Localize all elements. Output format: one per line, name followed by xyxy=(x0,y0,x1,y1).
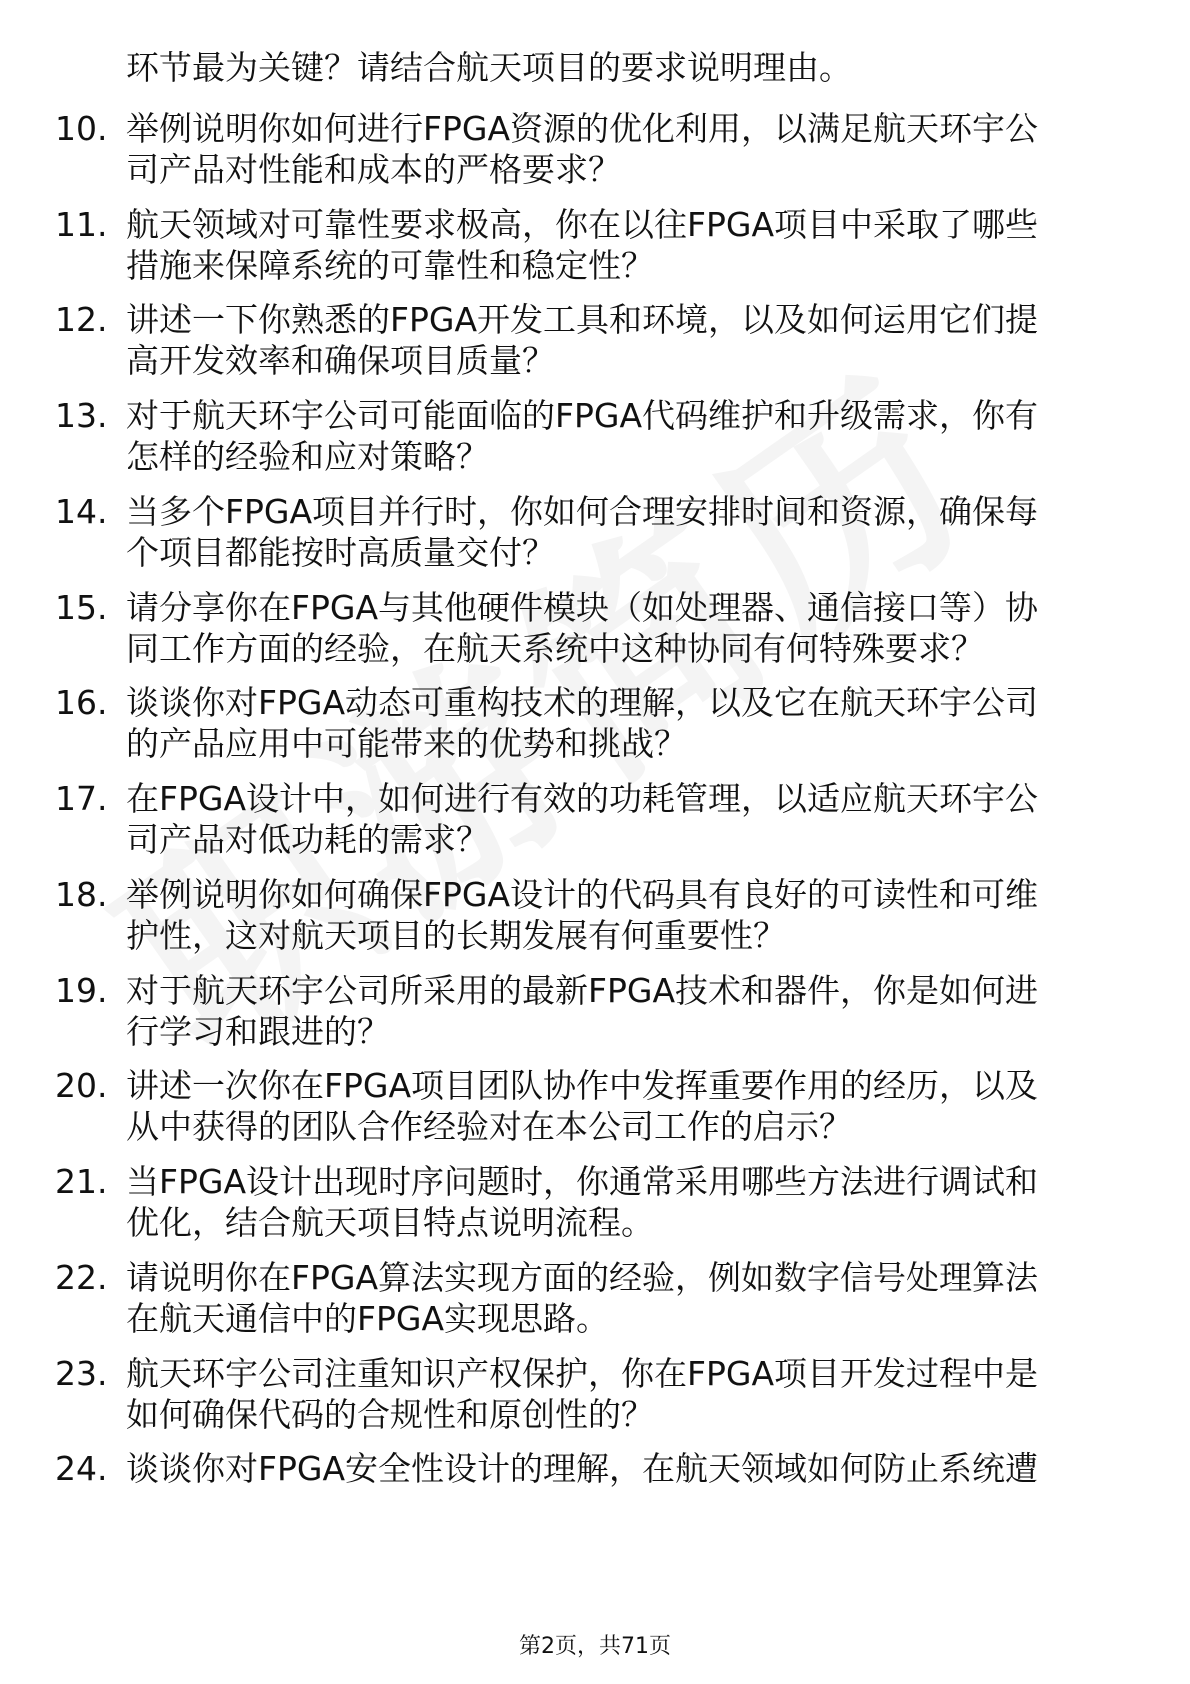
question-number: 17. xyxy=(55,779,108,818)
question-number: 10. xyxy=(55,109,108,148)
question-text-line: 优化，结合航天项目特点说明流程。 xyxy=(126,1203,654,1242)
question-text-line: 当多个FPGA项目并行时，你如何合理安排时间和资源，确保每 xyxy=(126,492,1039,531)
question-number: 14. xyxy=(55,492,108,531)
question-text-line: 在航天通信中的FPGA实现思路。 xyxy=(126,1299,610,1338)
question-number: 13. xyxy=(55,396,108,435)
question-text-line: 对于航天环宇公司可能面临的FPGA代码维护和升级需求，你有 xyxy=(126,396,1039,435)
question-text-line: 怎样的经验和应对策略？ xyxy=(126,437,489,476)
question-text-line: 同工作方面的经验，在航天系统中这种协同有何特殊要求？ xyxy=(126,629,984,668)
question-number: 15. xyxy=(55,588,108,627)
question-number: 21. xyxy=(55,1162,108,1201)
question-text-line: 讲述一次你在FPGA项目团队协作中发挥重要作用的经历，以及 xyxy=(126,1066,1039,1105)
question-text-line: 如何确保代码的合规性和原创性的？ xyxy=(126,1395,654,1434)
question-number: 16. xyxy=(55,683,108,722)
question-text-line: 当FPGA设计出现时序问题时，你通常采用哪些方法进行调试和 xyxy=(126,1162,1039,1201)
question-text-line: 举例说明你如何确保FPGA设计的代码具有良好的可读性和可维 xyxy=(126,875,1039,914)
question-text-line: 的产品应用中可能带来的优势和挑战？ xyxy=(126,724,687,763)
question-number: 11. xyxy=(55,205,108,244)
question-text-line: 司产品对低功耗的需求？ xyxy=(126,820,489,859)
question-text-line: 请分享你在FPGA与其他硬件模块（如处理器、通信接口等）协 xyxy=(126,588,1039,627)
question-number: 20. xyxy=(55,1066,108,1105)
question-text-line: 司产品对性能和成本的严格要求？ xyxy=(126,150,621,189)
page-footer: 第2页，共71页 xyxy=(519,1634,671,1659)
question-text-line: 航天领域对可靠性要求极高，你在以往FPGA项目中采取了哪些 xyxy=(126,205,1039,244)
continuation-line: 环节最为关键？请结合航天项目的要求说明理由。 xyxy=(126,48,852,87)
question-text-line: 行学习和跟进的？ xyxy=(126,1012,390,1051)
question-text-line: 请说明你在FPGA算法实现方面的经验，例如数字信号处理算法 xyxy=(126,1258,1039,1297)
question-text-line: 从中获得的团队合作经验对在本公司工作的启示？ xyxy=(126,1107,852,1146)
question-text-line: 高开发效率和确保项目质量？ xyxy=(126,341,555,380)
question-text-line: 个项目都能按时高质量交付？ xyxy=(126,533,555,572)
question-text-line: 谈谈你对FPGA动态可重构技术的理解，以及它在航天环宇公司 xyxy=(126,683,1039,722)
question-number: 24. xyxy=(55,1449,108,1488)
question-text-line: 措施来保障系统的可靠性和稳定性？ xyxy=(126,246,654,285)
question-text-line: 航天环宇公司注重知识产权保护，你在FPGA项目开发过程中是 xyxy=(126,1354,1039,1393)
question-number: 18. xyxy=(55,875,108,914)
question-number: 12. xyxy=(55,300,108,339)
question-number: 23. xyxy=(55,1354,108,1393)
question-number: 19. xyxy=(55,971,108,1010)
question-text-line: 对于航天环宇公司所采用的最新FPGA技术和器件，你是如何进 xyxy=(126,971,1039,1010)
question-text-line: 在FPGA设计中，如何进行有效的功耗管理，以适应航天环宇公 xyxy=(126,779,1039,818)
question-number: 22. xyxy=(55,1258,108,1297)
question-text-line: 讲述一下你熟悉的FPGA开发工具和环境，以及如何运用它们提 xyxy=(126,300,1039,339)
watermark xyxy=(51,325,1190,1415)
question-text-line: 举例说明你如何进行FPGA资源的优化利用，以满足航天环宇公 xyxy=(126,109,1039,148)
question-text-line: 谈谈你对FPGA安全性设计的理解，在航天领域如何防止系统遭 xyxy=(126,1449,1039,1488)
question-text-line: 护性，这对航天项目的长期发展有何重要性？ xyxy=(126,916,786,955)
